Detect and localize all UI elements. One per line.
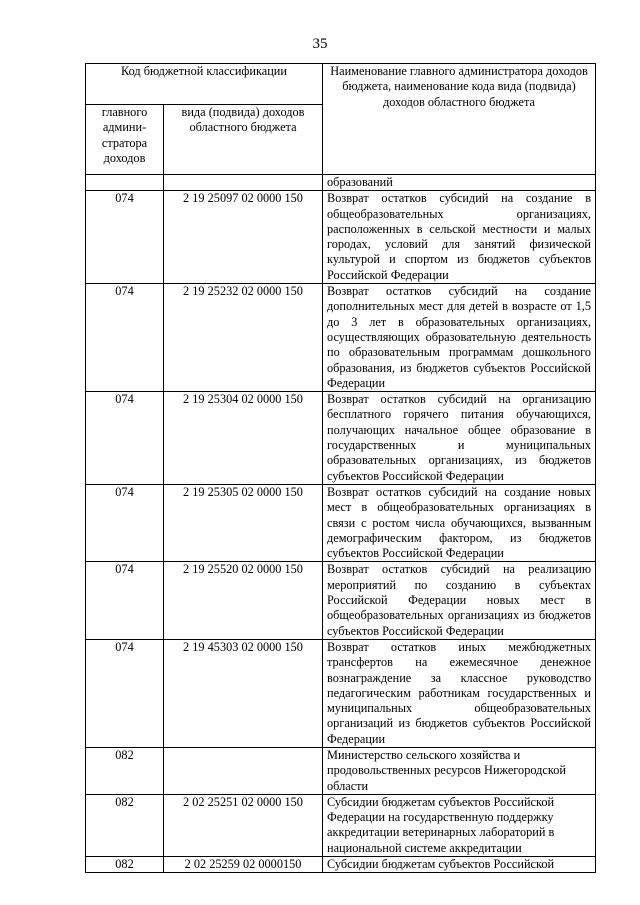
table-row [86,639,596,747]
revenue-code-cell: 2 19 25520 02 0000 150 [164,562,323,639]
revenue-name-cell: Возврат остатков субсидий на создание новых мест в общеобразовательных организациях в связи с ростом числа обучающихся, вызванным демографическим фактором, из бюджетов субъектов Российской Федерации [323,484,596,561]
table-row [86,562,596,639]
revenue-code-cell: 2 19 25304 02 0000 150 [164,392,323,485]
revenue-name-cell: Возврат остатков субсидий на создание дополнительных мест для детей в возрасте от 1,5 до 3 лет в образовательных организациях, осуществляющих образовательную деятельность по образовательным программам дошкольного образования, из бюджетов субъектов Российской Федерации [323,284,596,392]
admin-code-cell [86,175,164,191]
admin-code-cell: 082 [86,794,164,856]
admin-code-cell: 074 [86,284,164,392]
table-row [86,747,596,794]
revenue-name-cell: Субсидии бюджетам субъектов Российской Федерации на государственную поддержку аккредитации ветеринарных лабораторий в национальной системе аккредитации [323,794,596,856]
revenue-name-cell: Возврат остатков субсидий на организацию бесплатного горячего питания обучающихся, получающих начальное общее образование в государственных и муниципальных образовательных организациях, из бюджетов субъектов Российской Федерации [323,392,596,485]
revenue-name-cell: Субсидии бюджетам субъектов Российской [323,857,596,873]
revenue-code-cell: 2 19 25232 02 0000 150 [164,284,323,392]
revenue-name-cell: образований [323,175,596,191]
revenue-code-cell: 2 02 25251 02 0000 150 [164,794,323,856]
admin-code-cell: 074 [86,392,164,485]
revenue-name-cell: Министерство сельского хозяйства и продовольственных ресурсов Нижегородской области [323,747,596,794]
revenue-code-cell [164,175,323,191]
header-row-top [86,64,596,105]
table-row [86,857,596,873]
admin-code-cell: 074 [86,562,164,639]
page-number: 35 [312,36,328,52]
revenue-code-cell: 2 19 25305 02 0000 150 [164,484,323,561]
header-admin-code: главного админи-стратора доходов [86,105,164,175]
table-row [86,284,596,392]
table-row [86,484,596,561]
admin-code-cell: 074 [86,639,164,747]
table-row [86,191,596,284]
admin-code-cell: 074 [86,191,164,284]
table-row [86,175,596,191]
admin-code-cell: 082 [86,857,164,873]
revenue-name-cell: Возврат остатков субсидий на создание в общеобразовательных организациях, расположенных в сельской местности и малых городах, условий для занятий физической культурой и спортом из бюджетов субъектов Российской Федерации [323,191,596,284]
table-row [86,794,596,856]
revenue-code-cell: 2 19 25097 02 0000 150 [164,191,323,284]
header-budget-classification-code: Код бюджетной классификации [86,64,323,105]
revenue-name-cell: Возврат остатков иных межбюджетных трансфертов на ежемесячное денежное вознаграждение за классное руководство педагогическим работникам государственных и муниципальных общеобразовательных организаций из бюджетов субъектов Российской Федерации [323,639,596,747]
revenue-code-cell [164,747,323,794]
header-administrator-name: Наименование главного администратора доходов бюджета, наименование кода вида (подвида) доходов областного бюджета [323,64,596,175]
revenue-name-cell: Возврат остатков субсидий на реализацию мероприятий по созданию в субъектах Российской Федерации новых мест в общеобразовательных организациях из бюджетов субъектов Российской Федерации [323,562,596,639]
admin-code-cell: 082 [86,747,164,794]
budget-classification-table [85,63,596,873]
admin-code-cell: 074 [86,484,164,561]
table-row [86,392,596,485]
header-revenue-code: вида (подвида) доходов областного бюджета [164,105,323,175]
revenue-code-cell: 2 19 45303 02 0000 150 [164,639,323,747]
revenue-code-cell: 2 02 25259 02 0000150 [164,857,323,873]
